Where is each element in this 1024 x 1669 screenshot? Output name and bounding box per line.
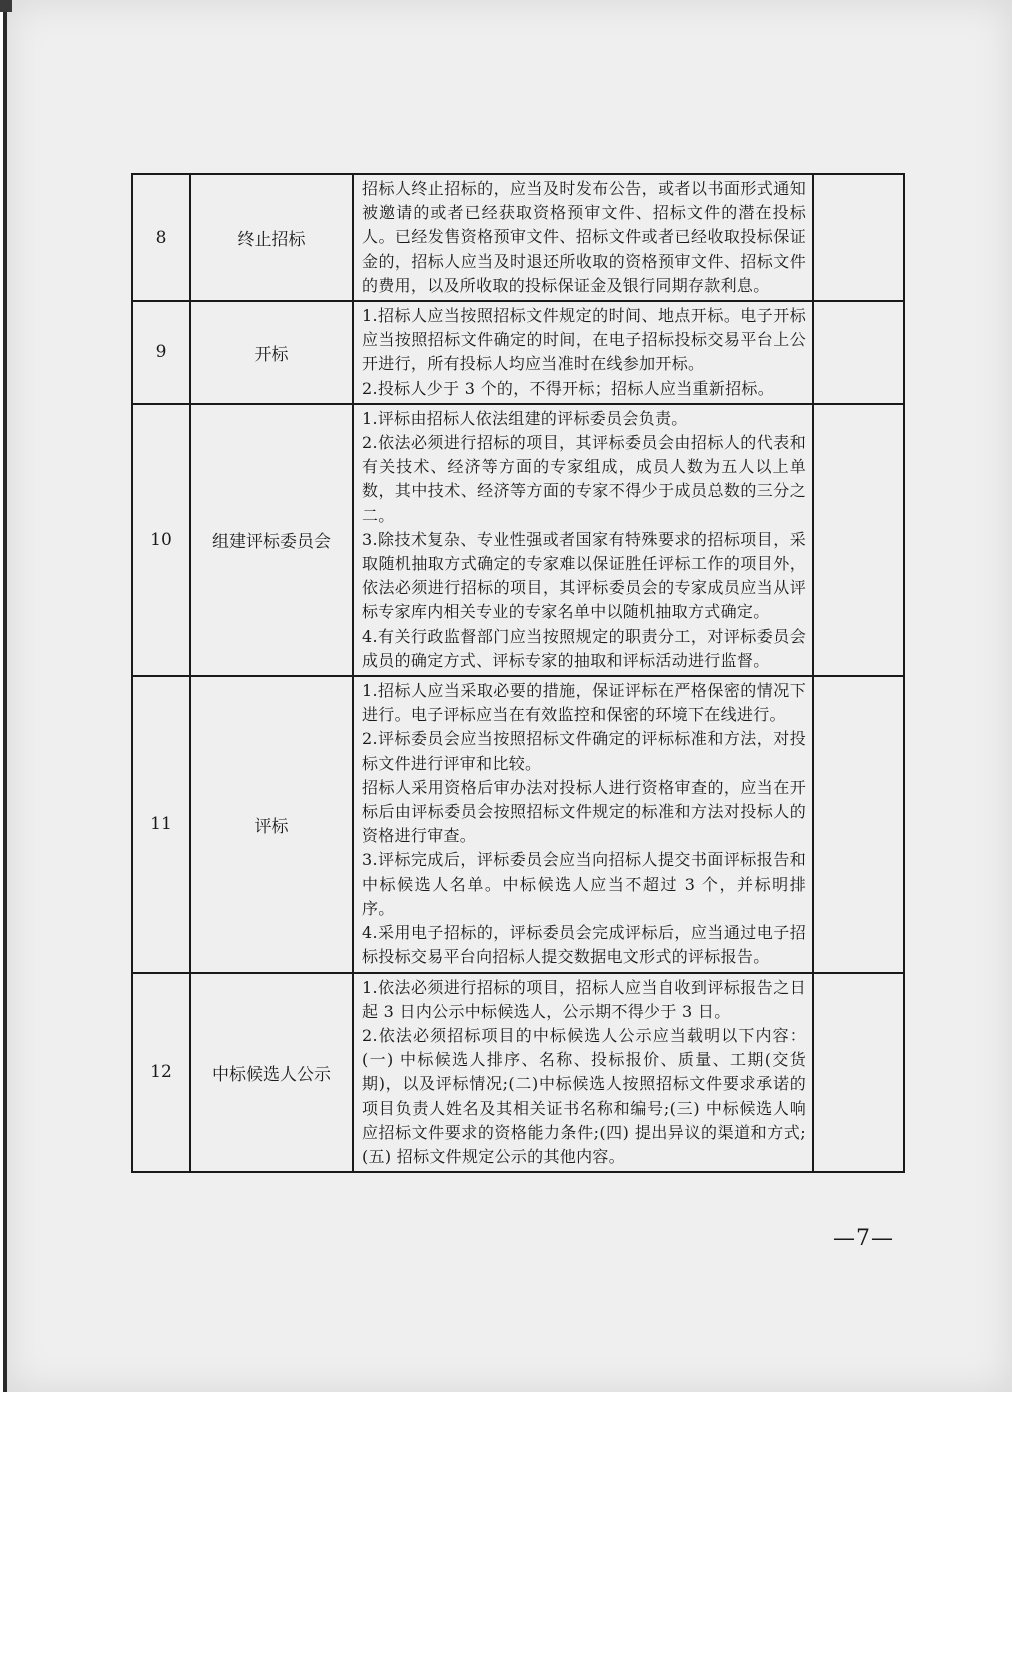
remark-cell — [813, 301, 904, 404]
content-paragraph: 3.评标完成后，评标委员会应当向招标人提交书面评标报告和中标候选人名单。中标候选人应当不超过 3 个，并标明排序。 — [362, 850, 806, 918]
remark-cell — [813, 404, 904, 676]
procedure-content — [353, 676, 813, 972]
table-row — [132, 174, 904, 301]
page-number: —7— — [833, 1226, 894, 1251]
remark-cell — [813, 973, 904, 1173]
remark-cell — [813, 676, 904, 972]
content-paragraph: 1.依法必须进行招标的项目，招标人应当自收到评标报告之日起 3 日内公示中标候选人，公示期不得少于 3 日。 — [362, 977, 806, 1021]
content-paragraph: 1.评标由招标人依法组建的评标委员会负责。 — [362, 408, 688, 428]
scan-left-edge — [3, 0, 7, 1392]
table-row — [132, 404, 904, 676]
content-paragraph: 招标人终止招标的，应当及时发布公告，或者以书面形式通知被邀请的或者已经获取资格预审文件、招标文件的潜在投标人。已经发售资格预审文件、招标文件或者已经收取投标保证金的，招标人应当及时退还所收取的资格预审文件、招标文件的费用，以及所收取的投标保证金及银行同期存款利息。 — [362, 179, 806, 295]
row-number: 8 — [132, 174, 190, 301]
procedure-name: 评标 — [190, 676, 353, 972]
content-paragraph: 2.评标委员会应当按照招标文件确定的评标标准和方法，对投标文件进行评审和比较。 — [362, 729, 806, 773]
procedure-content — [353, 404, 813, 676]
procedure-table — [131, 173, 905, 1173]
content-paragraph: 招标人采用资格后审办法对投标人进行资格审查的，应当在开标后由评标委员会按照招标文件规定的标准和方法对投标人的资格进行审查。 — [362, 777, 806, 846]
table-row — [132, 973, 904, 1173]
procedure-name: 组建评标委员会 — [190, 404, 353, 676]
row-number: 9 — [132, 301, 190, 404]
row-number: 11 — [132, 676, 190, 972]
scan-corner — [0, 0, 12, 12]
remark-cell — [813, 174, 904, 301]
content-paragraph: 4.采用电子招标的，评标委员会完成评标后，应当通过电子招标投标交易平台向招标人提交数据电文形式的评标报告。 — [362, 923, 806, 967]
table-row — [132, 301, 904, 404]
content-paragraph: 1.招标人应当采取必要的措施，保证评标在严格保密的情况下进行。电子评标应当在有效监控和保密的环境下在线进行。 — [362, 681, 806, 725]
content-paragraph: 4.有关行政监督部门应当按照规定的职责分工，对评标委员会成员的确定方式、评标专家的抽取和评标活动进行监督。 — [362, 626, 806, 670]
row-number: 12 — [132, 973, 190, 1173]
content-paragraph: 2.依法必须进行招标的项目，其评标委员会由招标人的代表和有关技术、经济等方面的专家组成，成员人数为五人以上单数，其中技术、经济等方面的专家不得少于成员总数的三分之二。 — [362, 433, 806, 525]
content-paragraph: 1.招标人应当按照招标文件规定的时间、地点开标。电子开标应当按照招标文件确定的时间，在电子招标投标交易平台上公开进行，所有投标人均应当准时在线参加开标。 — [362, 306, 806, 374]
row-number: 10 — [132, 404, 190, 676]
procedure-content — [353, 973, 813, 1173]
content-paragraph: 3.除技术复杂、专业性强或者国家有特殊要求的招标项目，采取随机抽取方式确定的专家难以保证胜任评标工作的项目外，依法必须进行招标的项目，其评标委员会的专家成员应当从评标专家库内相关专业的专家名单中以随机抽取方式确定。 — [362, 529, 806, 622]
content-paragraph: 2.投标人少于 3 个的，不得开标；招标人应当重新招标。 — [362, 378, 775, 398]
procedure-content — [353, 174, 813, 301]
table-row — [132, 676, 904, 972]
procedure-name: 终止招标 — [190, 174, 353, 301]
procedure-name: 开标 — [190, 301, 353, 404]
procedure-content — [353, 301, 813, 404]
content-paragraph: 2.依法必须招标项目的中标候选人公示应当载明以下内容：(一) 中标候选人排序、名称、投标报价、质量、工期(交货期)，以及评标情况;(二)中标候选人按照招标文件要求承诺的项目负责人姓名及其相关证书名称和编号;(三) 中标候选人响应招标文件要求的资格能力条件;(四) 提出异议的渠道和方式;(五) 招标文件规定公示的其他内容。 — [362, 1025, 806, 1166]
procedure-name: 中标候选人公示 — [190, 973, 353, 1173]
